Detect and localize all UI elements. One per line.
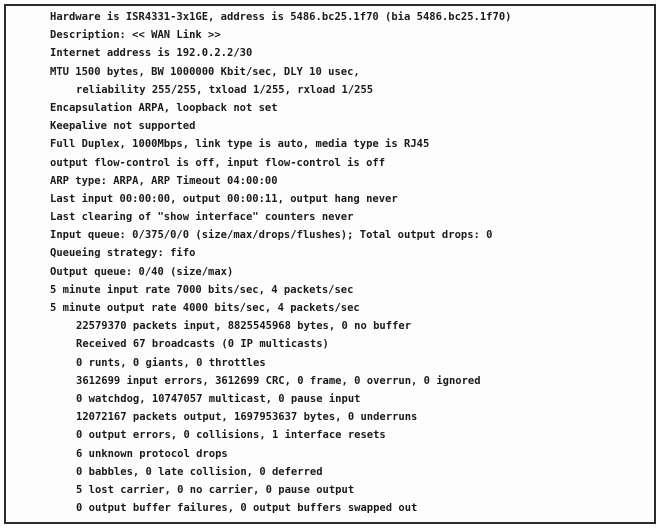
output-line: 5 minute input rate 7000 bits/sec, 4 packets/sec <box>50 283 354 296</box>
output-line: 5 minute output rate 4000 bits/sec, 4 packets/sec <box>50 302 360 314</box>
output-line: reliability 255/255, txload 1/255, rxload 1/255 <box>76 83 374 96</box>
output-lines <box>50 8 511 517</box>
output-line: Queueing strategy: fifo <box>50 247 196 260</box>
output-line: ARP type: ARPA, ARP Timeout 04:00:00 <box>50 174 278 187</box>
output-line: 0 babbles, 0 late collision, 0 deferred <box>76 465 323 478</box>
output-line: 3612699 input errors, 3612699 CRC, 0 frame, 0 overrun, 0 ignored <box>76 374 481 387</box>
output-line: output flow-control is off, input flow-control is off <box>50 156 386 169</box>
interface-output-panel <box>4 4 656 524</box>
output-line: Encapsulation ARPA, loopback not set <box>50 101 278 114</box>
output-line: Internet address is 192.0.2.2/30 <box>50 47 253 60</box>
output-line: Received 67 broadcasts (0 IP multicasts) <box>76 338 329 351</box>
output-line: 22579370 packets input, 8825545968 bytes, 0 no buffer <box>76 320 412 333</box>
output-line: 6 unknown protocol drops <box>76 447 228 460</box>
output-line: 0 watchdog, 10747057 multicast, 0 pause input <box>76 392 361 405</box>
output-line: 0 runts, 0 giants, 0 throttles <box>76 356 266 369</box>
output-line: Hardware is ISR4331-3x1GE, address is 5486.bc25.1f70 (bia 5486.bc25.1f70) <box>50 11 512 23</box>
output-line: Description: << WAN Link >> <box>50 29 221 42</box>
output-line: Input queue: 0/375/0/0 (size/max/drops/flushes); Total output drops: 0 <box>50 229 493 242</box>
output-line: 5 lost carrier, 0 no carrier, 0 pause output <box>76 483 355 496</box>
output-line: 0 output buffer failures, 0 output buffers swapped out <box>76 502 418 515</box>
output-line: Full Duplex, 1000Mbps, link type is auto, media type is RJ45 <box>50 138 430 151</box>
output-line: Last input 00:00:00, output 00:00:11, output hang never <box>50 192 398 205</box>
output-line: MTU 1500 bytes, BW 1000000 Kbit/sec, DLY 10 usec, <box>50 65 360 78</box>
output-line: 0 output errors, 0 collisions, 1 interface resets <box>76 429 386 442</box>
output-line: Last clearing of "show interface" counters never <box>50 211 354 224</box>
output-line: 12072167 packets output, 1697953637 bytes, 0 underruns <box>76 411 418 424</box>
output-line: Output queue: 0/40 (size/max) <box>50 265 234 278</box>
output-line: Keepalive not supported <box>50 120 196 133</box>
